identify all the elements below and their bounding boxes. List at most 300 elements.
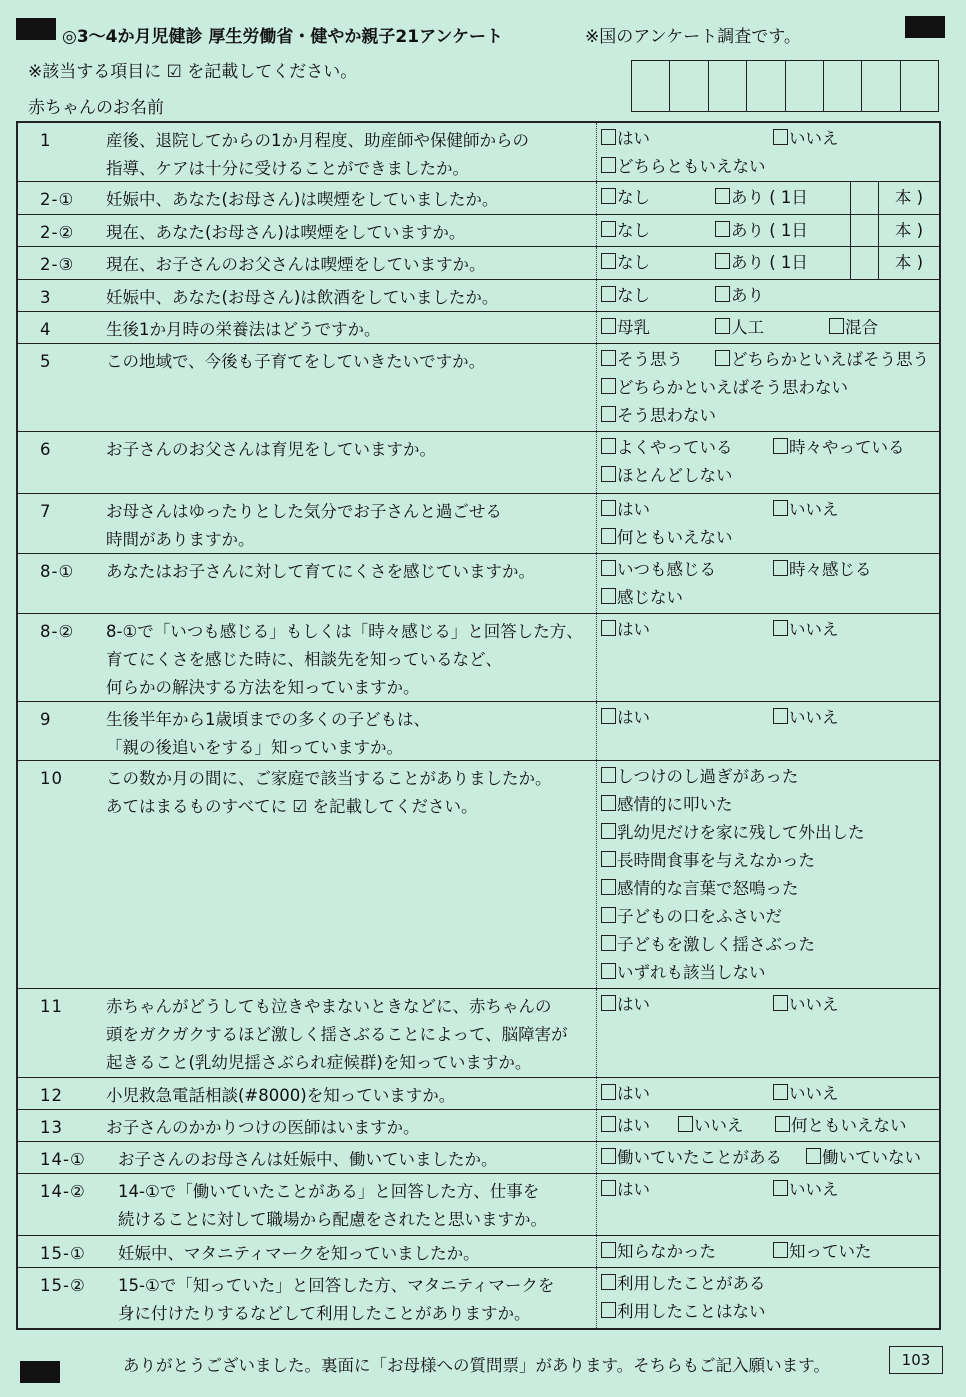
answer-option[interactable]: [601, 791, 733, 819]
national-survey-note: ※国のアンケート調査です。: [585, 27, 801, 47]
id-digit-cell[interactable]: [670, 61, 708, 111]
question-cell: [18, 554, 597, 613]
checkbox[interactable]: [601, 560, 616, 576]
answer-line: [601, 314, 939, 342]
question-cell: [18, 1110, 597, 1141]
checkbox[interactable]: [601, 963, 616, 979]
registration-mark-top-left: [16, 18, 56, 40]
answer-option[interactable]: [601, 616, 773, 644]
option-label: 働いていない: [822, 1148, 921, 1167]
option-label: はい: [617, 620, 650, 639]
question-row: [18, 280, 939, 312]
question-text: 生後1か月時の栄養法はどうですか。: [106, 320, 381, 339]
option-label: あり ( 1日: [731, 221, 808, 240]
option-label: あり ( 1日: [731, 253, 808, 272]
answer-line: [601, 556, 939, 584]
question-text: この地域で、今後も子育てをしていきたいですか。: [106, 352, 486, 371]
option-label: はい: [617, 708, 650, 727]
checkbox[interactable]: [601, 851, 616, 867]
answer-line: [601, 524, 939, 552]
answer-line: [601, 819, 939, 847]
checkbox[interactable]: [773, 1180, 788, 1196]
answer-option[interactable]: [773, 556, 872, 584]
answer-option[interactable]: [715, 217, 808, 245]
checkbox[interactable]: [601, 1302, 616, 1318]
question-cell: [18, 989, 597, 1077]
question-row: [18, 1174, 939, 1236]
checkbox[interactable]: [715, 286, 730, 302]
question-text: お子さんのお父さんは育児をしていますか。: [106, 440, 436, 459]
answer-option[interactable]: [715, 346, 929, 374]
answer-line: [601, 791, 939, 819]
id-digit-cell[interactable]: [862, 61, 900, 111]
question-number: 7: [40, 502, 52, 521]
option-label: なし: [617, 188, 650, 207]
checkbox[interactable]: [601, 1116, 616, 1132]
checkbox[interactable]: [601, 588, 616, 604]
option-label: いいえ: [789, 1180, 839, 1199]
option-label: 人工: [731, 318, 764, 337]
option-label: そう思わない: [617, 406, 716, 425]
option-label: いいえ: [789, 1084, 839, 1103]
option-label: 時々やっている: [789, 438, 905, 457]
answer-option[interactable]: [601, 346, 715, 374]
answer-cell: [597, 761, 939, 988]
question-row: [18, 614, 939, 702]
question-text: 妊娠中、あなた(お母さん)は喫煙をしていましたか。: [106, 190, 499, 209]
answer-line: [601, 1176, 939, 1204]
option-label: どちらかといえばそう思う: [731, 350, 929, 369]
page-number: 103: [889, 1346, 943, 1374]
question-number: 10: [40, 769, 63, 788]
answer-option[interactable]: [601, 314, 715, 342]
question-row: [18, 344, 939, 432]
answer-option[interactable]: [601, 556, 773, 584]
answer-option[interactable]: [773, 1176, 839, 1204]
checkbox[interactable]: [601, 879, 616, 895]
id-digit-cell[interactable]: [709, 61, 747, 111]
option-label: なし: [617, 221, 650, 240]
answer-option[interactable]: [601, 1270, 766, 1298]
option-label: いつも感じる: [617, 560, 716, 579]
answer-cell: [597, 1110, 939, 1141]
checkbox[interactable]: [678, 1116, 693, 1132]
option-label: 子どもを激しく揺さぶった: [617, 935, 815, 954]
answer-line: [601, 153, 939, 181]
question-row: [18, 312, 939, 344]
checkbox[interactable]: [773, 500, 788, 516]
question-text: お子さんのお母さんは妊娠中、働いていましたか。: [118, 1150, 498, 1169]
answer-option[interactable]: [775, 1112, 907, 1140]
option-label: どちらともいえない: [617, 157, 766, 176]
answer-option[interactable]: [601, 875, 799, 903]
checkbox[interactable]: [601, 795, 616, 811]
answer-option[interactable]: [601, 763, 798, 791]
answer-option[interactable]: [715, 249, 808, 277]
option-label: 感情的に叩いた: [617, 795, 733, 814]
question-text: 赤ちゃんがどうしても泣きやまないときなどに、赤ちゃんの 頭をガクガクするほど激しく揺さぶることによって、脳障害が 起きること(乳幼児揺さぶられ症候群)を知っていますか。: [106, 997, 568, 1072]
option-label: 何ともいえない: [791, 1116, 907, 1135]
option-label: 利用したことがある: [617, 1274, 766, 1293]
answer-cell: [597, 344, 939, 431]
checkbox[interactable]: [773, 1242, 788, 1258]
question-number: 1: [40, 131, 52, 150]
checkbox[interactable]: [601, 1242, 616, 1258]
question-number: 2-②: [40, 223, 75, 242]
checkbox[interactable]: [773, 995, 788, 1011]
question-cell: [18, 182, 597, 214]
answer-option[interactable]: [601, 931, 815, 959]
option-label: どちらかといえばそう思わない: [617, 378, 848, 397]
id-digit-cell[interactable]: [786, 61, 824, 111]
answer-line: [601, 1112, 939, 1140]
checkbox[interactable]: [773, 560, 788, 576]
question-text: 現在、あなた(お母さん)は喫煙をしていますか。: [106, 223, 466, 242]
id-digit-cell[interactable]: [824, 61, 862, 111]
question-text: 14-①で「働いていたことがある」と回答した方、仕事を 続けることに対して職場から配慮をされたと思いますか。: [118, 1182, 547, 1229]
question-row: [18, 1110, 939, 1142]
cigarette-unit-label: 本 ): [878, 215, 939, 246]
answer-option[interactable]: [601, 217, 715, 245]
option-label: 知っていた: [789, 1242, 872, 1261]
option-label: はい: [617, 500, 650, 519]
answer-option[interactable]: [601, 462, 733, 490]
answer-cell: [597, 1142, 939, 1173]
question-number: 5: [40, 352, 52, 371]
answer-line: [601, 1270, 939, 1298]
checkbox[interactable]: [601, 995, 616, 1011]
checkbox[interactable]: [601, 1180, 616, 1196]
checkbox[interactable]: [773, 438, 788, 454]
question-cell: [18, 312, 597, 343]
question-number: 8-①: [40, 562, 75, 581]
baby-name-field[interactable]: [28, 93, 473, 122]
checkbox[interactable]: [601, 708, 616, 724]
option-label: 働いていたことがある: [617, 1148, 782, 1167]
question-number: 15-②: [40, 1276, 86, 1295]
checkbox[interactable]: [601, 500, 616, 516]
checkbox[interactable]: [773, 620, 788, 636]
option-label: そう思う: [617, 350, 683, 369]
answer-cell: [597, 182, 939, 214]
answer-cell: [597, 123, 939, 181]
checkbox[interactable]: [715, 253, 730, 269]
answer-option[interactable]: [829, 314, 878, 342]
answer-option[interactable]: [601, 1176, 773, 1204]
form-title: ◎3～4か月児健診 厚生労働省・健やか親子21アンケート: [62, 27, 504, 47]
checkbox[interactable]: [601, 438, 616, 454]
question-number: 8-②: [40, 622, 75, 641]
question-cell: [18, 123, 597, 181]
answer-line: [601, 931, 939, 959]
id-digit-cell[interactable]: [632, 61, 670, 111]
answer-option[interactable]: [601, 1238, 773, 1266]
answer-option[interactable]: [601, 249, 715, 277]
answer-option[interactable]: [601, 847, 815, 875]
option-label: いいえ: [789, 500, 839, 519]
option-label: いずれも該当しない: [617, 963, 766, 982]
question-text: 小児救急電話相談(#8000)を知っていますか。: [106, 1086, 456, 1105]
answer-option[interactable]: [773, 616, 839, 644]
answer-option[interactable]: [773, 496, 839, 524]
answer-line: [601, 346, 939, 374]
cigarette-count-input[interactable]: [850, 215, 879, 246]
option-label: いいえ: [789, 995, 839, 1014]
answer-line: [601, 125, 939, 153]
answer-option[interactable]: [601, 125, 773, 153]
checkbox[interactable]: [715, 350, 730, 366]
question-cell: [18, 1236, 597, 1267]
answer-cell: [597, 1174, 939, 1235]
checkbox[interactable]: [775, 1116, 790, 1132]
question-cell: [18, 702, 597, 760]
answer-option[interactable]: [773, 704, 839, 732]
answer-option[interactable]: [773, 434, 905, 462]
answer-option[interactable]: [773, 991, 839, 1019]
question-text: 妊娠中、あなた(お母さん)は飲酒をしていましたか。: [106, 288, 499, 307]
answer-cell: [597, 702, 939, 760]
answer-option[interactable]: [601, 1144, 806, 1172]
question-row: [18, 123, 939, 182]
option-label: いいえ: [789, 129, 839, 148]
checkbox[interactable]: [601, 620, 616, 636]
answer-option[interactable]: [678, 1112, 775, 1140]
option-label: はい: [617, 1084, 650, 1103]
option-label: あり ( 1日: [731, 188, 808, 207]
answer-option[interactable]: [601, 1112, 678, 1140]
answer-option[interactable]: [601, 184, 715, 212]
answer-line: [601, 875, 939, 903]
checkbox[interactable]: [601, 406, 616, 422]
checkbox[interactable]: [601, 318, 616, 334]
answer-line: [601, 374, 939, 402]
answer-line: [601, 763, 939, 791]
answer-option[interactable]: [601, 524, 733, 552]
questionnaire-table: [16, 121, 941, 1330]
checkbox[interactable]: [715, 188, 730, 204]
question-text: 8-①で「いつも感じる」もしくは「時々感じる」と回答した方、 育てにくさを感じた時に、相談先を知っているなど、 何らかの解決する方法を知っていますか。: [106, 622, 583, 697]
answer-cell: [597, 247, 939, 279]
id-digit-cell[interactable]: [901, 61, 938, 111]
answer-option[interactable]: [715, 184, 808, 212]
question-row: [18, 1078, 939, 1110]
option-label: はい: [617, 1116, 650, 1135]
question-number: 3: [40, 288, 52, 307]
option-label: 子どもの口をふさいだ: [617, 907, 782, 926]
checkbox[interactable]: [601, 286, 616, 302]
answer-line: [601, 462, 939, 490]
checkbox[interactable]: [829, 318, 844, 334]
answer-line: [601, 496, 939, 524]
checkbox[interactable]: [601, 528, 616, 544]
question-row: [18, 761, 939, 989]
checkbox[interactable]: [601, 1274, 616, 1290]
answer-option[interactable]: [806, 1144, 921, 1172]
question-cell: [18, 247, 597, 279]
checkbox[interactable]: [715, 318, 730, 334]
registration-mark-bottom-left: [20, 1361, 60, 1383]
option-label: いいえ: [694, 1116, 744, 1135]
question-number: 4: [40, 320, 52, 339]
cigarette-unit-label: 本 ): [878, 182, 939, 214]
question-number: 6: [40, 440, 52, 459]
checkbox[interactable]: [601, 823, 616, 839]
question-cell: [18, 1078, 597, 1109]
answer-cell: [597, 312, 939, 343]
question-cell: [18, 614, 597, 701]
answer-option[interactable]: [601, 153, 766, 181]
question-text: 15-①で「知っていた」と回答した方、マタニティマークを 身に付けたりするなどして利用したことがありますか。: [118, 1276, 555, 1323]
answer-cell: [597, 494, 939, 553]
question-row: [18, 432, 939, 494]
checkbox[interactable]: [601, 1084, 616, 1100]
question-text: お母さんはゆったりとした気分でお子さんと過ごせる 時間がありますか。: [106, 502, 502, 549]
option-label: 乳幼児だけを家に残して外出した: [617, 823, 865, 842]
answer-line: [601, 282, 939, 310]
answer-option[interactable]: [601, 959, 766, 987]
question-text: 妊娠中、マタニティマークを知っていましたか。: [118, 1244, 480, 1263]
question-row: [18, 182, 939, 215]
question-cell: [18, 761, 597, 988]
checkbox[interactable]: [601, 129, 616, 145]
answer-option[interactable]: [601, 704, 773, 732]
baby-name-label: 赤ちゃんのお名前: [28, 98, 164, 118]
question-number: 14-①: [40, 1150, 86, 1169]
checkbox[interactable]: [601, 350, 616, 366]
option-label: 知らなかった: [617, 1242, 716, 1261]
option-label: ほとんどしない: [617, 466, 733, 485]
answer-option[interactable]: [601, 903, 782, 931]
question-number: 9: [40, 710, 52, 729]
question-text: 産後、退院してからの1か月程度、助産師や保健師からの 指導、ケアは十分に受けることができましたか。: [106, 131, 529, 178]
question-row: [18, 215, 939, 247]
answer-option[interactable]: [601, 402, 716, 430]
answer-line: [601, 847, 939, 875]
question-cell: [18, 344, 597, 431]
option-label: よくやっている: [617, 438, 733, 457]
checkbox[interactable]: [601, 253, 616, 269]
checkbox[interactable]: [773, 708, 788, 724]
option-label: なし: [617, 253, 650, 272]
answer-option[interactable]: [601, 434, 773, 462]
option-label: はい: [617, 1180, 650, 1199]
checkbox[interactable]: [601, 378, 616, 394]
question-cell: [18, 432, 597, 493]
answer-option[interactable]: [715, 282, 764, 310]
option-label: しつけのし過ぎがあった: [617, 767, 799, 786]
question-cell: [18, 1174, 597, 1235]
checkbox[interactable]: [773, 1084, 788, 1100]
checkbox[interactable]: [601, 767, 616, 783]
checkbox[interactable]: [601, 188, 616, 204]
question-cell: [18, 494, 597, 553]
question-cell: [18, 1268, 597, 1328]
answer-cell: [597, 989, 939, 1077]
answer-line: [601, 1144, 939, 1172]
question-number: 2-③: [40, 255, 75, 274]
checkbox[interactable]: [715, 221, 730, 237]
checkbox[interactable]: [601, 466, 616, 482]
option-label: 感じない: [617, 588, 683, 607]
question-number: 13: [40, 1118, 63, 1137]
checkbox[interactable]: [601, 907, 616, 923]
option-label: いいえ: [789, 708, 839, 727]
answer-option[interactable]: [601, 991, 773, 1019]
answer-cell: [597, 1078, 939, 1109]
question-text: この数か月の間に、ご家庭で該当することがありましたか。 あてはまるものすべてに ☑ を記載してください。: [106, 769, 552, 816]
option-label: 長時間食事を与えなかった: [617, 851, 815, 870]
answer-line: [601, 616, 939, 644]
checkbox[interactable]: [806, 1148, 821, 1164]
answer-line: [601, 903, 939, 931]
question-text: お子さんのかかりつけの医師はいますか。: [106, 1118, 420, 1137]
question-row: [18, 989, 939, 1078]
question-number: 15-①: [40, 1244, 86, 1263]
checkbox[interactable]: [773, 129, 788, 145]
answer-line: [601, 402, 939, 430]
question-text: あなたはお子さんに対して育てにくさを感じていますか。: [106, 562, 535, 581]
checkbox[interactable]: [601, 221, 616, 237]
checkbox[interactable]: [601, 935, 616, 951]
answer-option[interactable]: [601, 1080, 773, 1108]
question-row: [18, 1236, 939, 1268]
option-label: はい: [617, 129, 650, 148]
checkbox[interactable]: [601, 157, 616, 173]
question-number: 11: [40, 997, 63, 1016]
answer-line: [601, 1080, 939, 1108]
id-number-grid[interactable]: [631, 60, 939, 112]
answer-option[interactable]: [601, 1298, 766, 1326]
checkbox[interactable]: [601, 1148, 616, 1164]
option-label: 時々感じる: [789, 560, 872, 579]
question-row: [18, 554, 939, 614]
question-row: [18, 1268, 939, 1328]
answer-option[interactable]: [773, 125, 839, 153]
answer-option[interactable]: [601, 282, 715, 310]
question-row: [18, 494, 939, 554]
answer-line: [601, 1298, 939, 1326]
answer-line: [601, 584, 939, 612]
answer-cell: [597, 614, 939, 701]
option-label: 混合: [845, 318, 878, 337]
answer-line: [601, 434, 939, 462]
answer-option[interactable]: [601, 584, 683, 612]
option-label: 母乳: [617, 318, 650, 337]
option-label: なし: [617, 286, 650, 305]
answer-option[interactable]: [773, 1080, 839, 1108]
cigarette-count-input[interactable]: [850, 182, 879, 214]
question-cell: [18, 1142, 597, 1173]
question-cell: [18, 215, 597, 246]
answer-option[interactable]: [601, 374, 848, 402]
answer-option[interactable]: [601, 496, 773, 524]
answer-option[interactable]: [773, 1238, 872, 1266]
answer-option[interactable]: [601, 819, 865, 847]
cigarette-count-input[interactable]: [850, 247, 879, 279]
option-label: いいえ: [789, 620, 839, 639]
question-number: 14-②: [40, 1182, 86, 1201]
answer-cell: [597, 280, 939, 311]
instruction-text: ※該当する項目に ☑ を記載してください。: [28, 62, 358, 82]
answer-line: [601, 991, 939, 1019]
answer-line: [601, 959, 939, 987]
cigarette-unit-label: 本 ): [878, 247, 939, 279]
answer-line: [601, 704, 939, 732]
id-digit-cell[interactable]: [747, 61, 785, 111]
question-number: 2-①: [40, 190, 75, 209]
answer-option[interactable]: [715, 314, 829, 342]
question-row: [18, 1142, 939, 1174]
